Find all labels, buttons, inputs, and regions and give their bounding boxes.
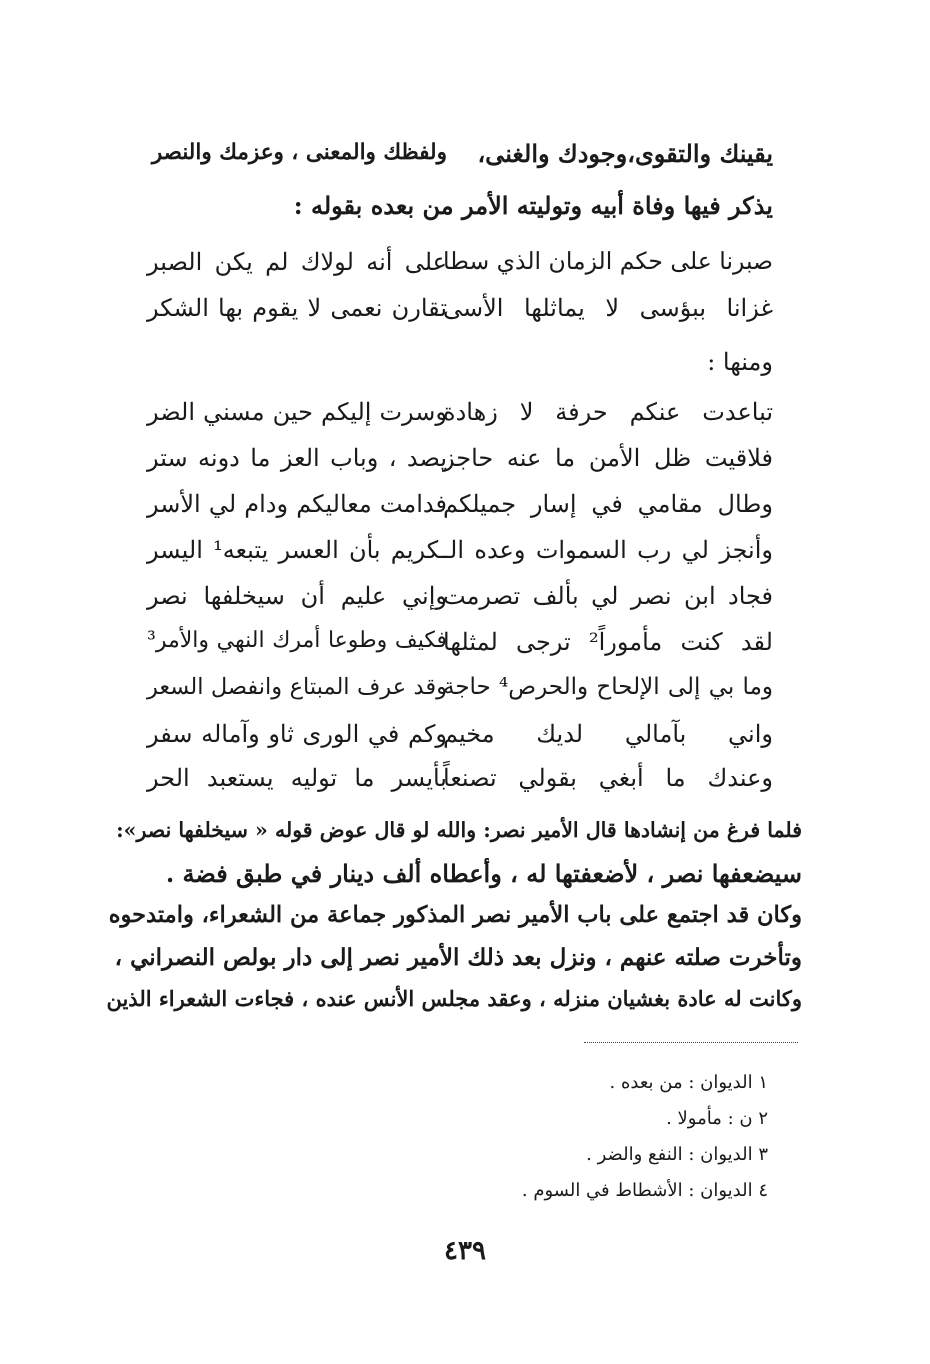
poem2-hemistich-right: وما بي إلى الإلحاح والحرص⁴ حاجة	[443, 674, 773, 700]
prose-line: وتأخرت صلته عنهم ، ونزل بعد ذلك الأمير نصر إلى دار بولص النصراني ،	[114, 944, 802, 971]
poem2-hemistich-right: فجاد ابن نصر لي بألف تصرمت	[443, 582, 773, 610]
prose-line: فلما فرغ من إنشادها قال الأمير نصر: والله لو قال عوض قوله « سيخلفها نصر»:	[116, 818, 802, 842]
section-label: ومنها :	[707, 348, 773, 376]
poem2-hemistich-right: وعندك ما أبغي بقولي تصنعاً	[443, 764, 773, 792]
poem2-hemistich-left: فكيف وطوعا أمرك النهي والأمر³	[147, 628, 447, 653]
poem2-hemistich-right: واني بآمالي لديك مخيم	[443, 720, 773, 748]
intro-hemistich-right: يقينك والتقوى،وجودك والغنى،	[477, 139, 773, 168]
page-number: ٤٣٩	[444, 1236, 486, 1266]
intro-sentence: يذكر فيها وفاة أبيه وتوليته الأمر من بعده بقوله :	[293, 191, 773, 220]
poem2-hemistich-left: وكم في الورى ثاو وآماله سفر	[147, 720, 447, 748]
poem2-hemistich-left: وإني عليم أن سيخلفها نصر	[147, 582, 447, 610]
footnote: ٤ الديوان : الأشطاط في السوم .	[521, 1180, 768, 1201]
poem2-hemistich-left: بأيسر ما توليه يستعبد الحر	[147, 764, 447, 792]
poem2-hemistich-right: لقد كنت مأموراً² ترجى لمثلها	[443, 628, 773, 656]
prose-line: وكانت له عادة بغشيان منزله ، وعقد مجلس الأنس عنده ، فجاءت الشعراء الذين	[106, 986, 802, 1011]
footnote: ٣ الديوان : النفع والضر .	[586, 1144, 768, 1165]
poem1-hemistich-left: على أنه لولاك لم يكن الصبر	[147, 248, 447, 276]
poem2-hemistich-right: وطال مقامي في إسار جميلكم	[443, 490, 773, 518]
prose-line: سيضعفها نصر ، لأضعفتها له ، وأعطاه ألف دينار في طبق فضة .	[165, 859, 802, 888]
poem1-hemistich-left: تقارن نعمى لا يقوم بها الشكر	[147, 294, 447, 322]
prose-line: وكان قد اجتمع على باب الأمير نصر المذكور جماعة من الشعراء، وامتدحوه	[108, 902, 802, 928]
poem2-hemistich-left: وقد عرف المبتاع وانفصل السعر	[147, 674, 447, 700]
poem2-hemistich-left: وسرت إليكم حين مسني الضر	[147, 398, 447, 426]
intro-hemistich-left: ولفظك والمعنى ، وعزمك والنصر	[151, 140, 447, 165]
poem2-hemistich-right: فلاقيت ظل الأمن ما عنه حاجز	[443, 444, 773, 472]
poem2-hemistich-left: ـكريم بأن العسر يتبعه¹ اليسر	[147, 536, 447, 564]
poem2-hemistich-left: يصد ، وباب العز ما دونه ستر	[147, 444, 447, 472]
poem1-hemistich-right: غزانا ببؤسى لا يماثلها الأسى	[443, 294, 773, 322]
poem2-hemistich-right: تباعدت عنكم حرفة لا زهادة	[443, 398, 773, 426]
footnote: ٢ ن : مأمولا .	[666, 1108, 768, 1129]
footnote-divider	[584, 1042, 798, 1043]
poem2-hemistich-right: وأنجز لي رب السموات وعده الـ	[443, 536, 773, 564]
footnote: ١ الديوان : من بعده .	[609, 1072, 768, 1093]
poem2-hemistich-left: فدامت معاليكم ودام لي الأسر	[147, 490, 447, 518]
poem1-hemistich-right: صبرنا على حكم الزمان الذي سطا	[443, 247, 773, 275]
